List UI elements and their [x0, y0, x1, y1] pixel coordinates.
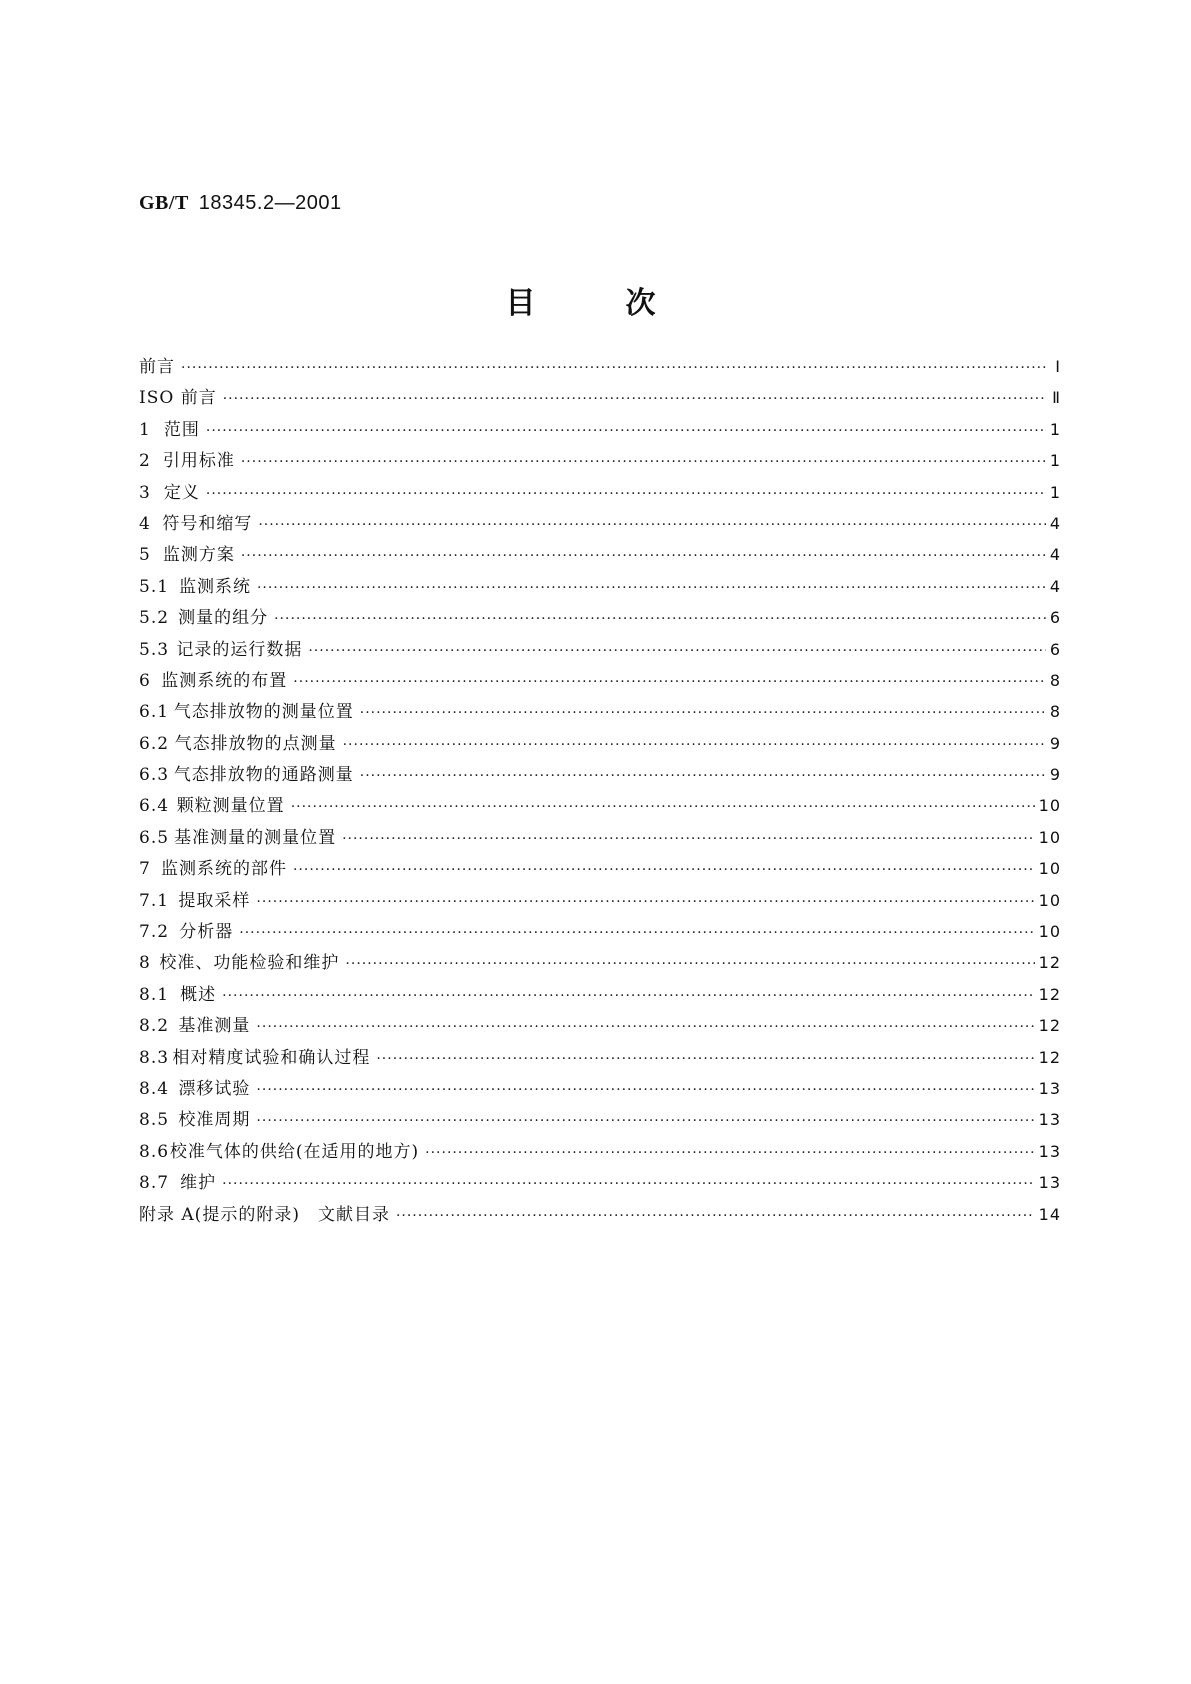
toc-section-title: 符号和缩写 [162, 513, 253, 534]
toc-dot-leader [256, 894, 1034, 910]
toc-page-number: 13 [1038, 1110, 1061, 1130]
toc-page-number: 1 [1049, 451, 1061, 471]
toc-section-number: 5.2 [139, 608, 170, 629]
toc-entry[interactable] [139, 823, 1061, 854]
toc-section-title: 基准测量 [178, 1016, 251, 1037]
toc-entry[interactable] [139, 886, 1061, 917]
toc-dot-leader [425, 1145, 1035, 1161]
toc-section-title: 前言 [139, 357, 175, 377]
toc-page-number: 13 [1038, 1078, 1061, 1098]
toc-dot-leader [360, 768, 1046, 784]
toc-entry[interactable] [139, 572, 1061, 603]
toc-entry[interactable] [139, 478, 1061, 509]
toc-dot-leader [241, 548, 1046, 564]
toc-section-number: 5 [139, 545, 151, 566]
toc-page-number: 6 [1049, 639, 1061, 659]
toc-page-number: 8 [1049, 702, 1061, 722]
toc-section-number: 8.2 [139, 1016, 170, 1037]
toc-entry[interactable] [139, 383, 1061, 414]
toc-dot-leader [256, 1082, 1034, 1098]
toc-section-title: 气态排放物的点测量 [174, 733, 337, 754]
toc-dot-leader [222, 988, 1034, 1004]
toc-entry[interactable] [139, 791, 1061, 822]
toc-page-number: 10 [1038, 796, 1061, 816]
toc-section-number: 6.5 [139, 827, 170, 848]
toc-section-number: 8.5 [139, 1110, 170, 1131]
toc-dot-leader [308, 643, 1045, 659]
toc-section-number: 8 [139, 953, 151, 974]
toc-section-title: 气态排放物的测量位置 [173, 702, 354, 723]
toc-dot-leader [256, 1019, 1034, 1035]
table-of-contents [139, 352, 1061, 1231]
toc-section-number: 3 [139, 482, 151, 503]
toc-entry[interactable] [139, 352, 1061, 383]
toc-dot-leader [396, 1208, 1035, 1224]
toc-entry[interactable] [139, 980, 1061, 1011]
toc-section-title: 监测方案 [162, 545, 235, 566]
toc-section-number: 6.4 [139, 796, 170, 817]
toc-dot-leader [222, 1176, 1034, 1192]
toc-page-number: 9 [1049, 733, 1061, 753]
toc-section-title: 校准周期 [178, 1110, 251, 1131]
toc-page-number: 12 [1038, 984, 1061, 1004]
toc-entry[interactable] [139, 948, 1061, 979]
toc-dot-leader [360, 705, 1046, 721]
toc-section-title: 监测系统 [178, 576, 251, 597]
toc-dot-leader [345, 956, 1034, 972]
toc-page-number: 14 [1038, 1204, 1061, 1224]
standard-code: GB/T [139, 192, 189, 214]
toc-entry[interactable] [139, 415, 1061, 446]
toc-dot-leader [256, 1113, 1034, 1129]
toc-entry[interactable] [139, 729, 1061, 760]
toc-section-title: 维护 [180, 1173, 217, 1194]
toc-page-number: 1 [1049, 482, 1061, 502]
toc-section-number: 8.6 [139, 1141, 170, 1162]
toc-section-title: 提取采样 [178, 890, 251, 911]
toc-dot-leader [342, 831, 1035, 847]
toc-section-title: 基准测量的测量位置 [174, 827, 337, 848]
toc-dot-leader [293, 674, 1046, 690]
toc-dot-leader [274, 611, 1046, 627]
toc-section-number: 8.4 [139, 1078, 170, 1099]
toc-page-number: 8 [1049, 670, 1061, 690]
toc-dot-leader [343, 737, 1046, 753]
toc-section-number: 2 [139, 451, 151, 472]
toc-entry[interactable] [139, 635, 1061, 666]
toc-section-title: 引用标准 [162, 451, 235, 472]
toc-section-title: 校准、功能检验和维护 [159, 953, 340, 974]
toc-section-number: 7.2 [139, 922, 170, 943]
toc-section-number: 5.3 [139, 639, 170, 660]
toc-section-title: 概述 [180, 984, 217, 1005]
toc-dot-leader [241, 454, 1046, 470]
toc-page-number: 10 [1038, 922, 1061, 942]
toc-section-title: 测量的组分 [178, 608, 269, 629]
toc-page-number: 4 [1049, 576, 1061, 596]
standard-id: 18345.2—2001 [198, 192, 342, 214]
toc-section-title: 监测系统的部件 [160, 859, 287, 880]
toc-page-number: 10 [1038, 890, 1061, 910]
toc-page-number: 1 [1049, 419, 1061, 439]
toc-section-number: 6 [139, 670, 151, 691]
toc-dot-leader [239, 925, 1034, 941]
toc-page-number: 13 [1038, 1141, 1061, 1161]
toc-entry[interactable] [139, 1137, 1061, 1168]
toc-section-title: 分析器 [179, 922, 234, 943]
toc-dot-leader [181, 360, 1047, 376]
page-title: 目次 [505, 286, 746, 321]
toc-dot-leader [291, 799, 1035, 815]
toc-page-number: 13 [1038, 1173, 1061, 1193]
toc-entry[interactable] [139, 540, 1061, 571]
toc-page-number: 10 [1038, 859, 1061, 879]
toc-dot-leader [206, 423, 1046, 439]
toc-section-number: 6.1 [139, 702, 170, 723]
toc-entry[interactable] [139, 854, 1061, 885]
toc-section-title: 颗粒测量位置 [176, 796, 285, 817]
toc-dot-leader [258, 517, 1045, 533]
toc-section-title: 气态排放物的通路测量 [173, 765, 354, 786]
toc-section-number: 4 [139, 513, 151, 534]
toc-page-number: 4 [1049, 545, 1061, 565]
toc-page-number: 12 [1038, 1047, 1061, 1067]
toc-section-number: 5.1 [139, 576, 170, 597]
toc-section-number: 8.3 [139, 1047, 170, 1068]
toc-page-number: 9 [1049, 765, 1061, 785]
toc-dot-leader [206, 486, 1046, 502]
toc-entry[interactable] [139, 697, 1061, 728]
toc-entry[interactable] [139, 509, 1061, 540]
toc-section-title: 漂移试验 [178, 1078, 251, 1099]
toc-section-number: 8.7 [139, 1173, 170, 1194]
toc-page-number: Ⅰ [1055, 357, 1061, 376]
toc-entry[interactable] [139, 446, 1061, 477]
toc-entry[interactable] [139, 1074, 1061, 1105]
toc-dot-leader [293, 862, 1035, 878]
toc-dot-leader [257, 580, 1046, 596]
toc-section-title: 校准气体的供给(在适用的地方) [169, 1141, 420, 1162]
toc-section-number: 6.2 [139, 733, 170, 754]
toc-section-number: 7 [139, 859, 151, 880]
toc-entry[interactable] [139, 666, 1061, 697]
toc-page-number: 10 [1038, 827, 1061, 847]
toc-page-number: 6 [1049, 608, 1061, 628]
toc-section-title: 监测系统的布置 [161, 670, 288, 691]
toc-section-title: 范围 [163, 419, 200, 440]
toc-section-number: 7.1 [139, 890, 170, 911]
toc-dot-leader [376, 1051, 1034, 1067]
toc-section-title: 记录的运行数据 [176, 639, 303, 660]
toc-entry[interactable] [139, 1011, 1061, 1042]
toc-dot-leader [223, 391, 1047, 407]
toc-section-number: 1 [139, 419, 151, 440]
toc-section-title: ISO 前言 [139, 388, 217, 409]
toc-entry[interactable] [139, 1200, 1061, 1231]
toc-section-title: 附录 A(提示的附录) 文献目录 [139, 1204, 390, 1225]
toc-entry[interactable] [139, 760, 1061, 791]
toc-section-number: 6.3 [139, 765, 170, 786]
toc-entry[interactable] [139, 603, 1061, 634]
toc-page-number: 4 [1049, 513, 1061, 533]
toc-entry[interactable] [139, 1168, 1061, 1199]
toc-section-title: 定义 [163, 482, 200, 503]
standard-number [139, 190, 342, 215]
toc-page-number: 12 [1038, 953, 1061, 973]
toc-entry[interactable] [139, 1043, 1061, 1074]
toc-entry[interactable] [139, 1105, 1061, 1136]
toc-entry[interactable] [139, 917, 1061, 948]
toc-page-number: 12 [1038, 1016, 1061, 1036]
toc-section-title: 相对精度试验和确认过程 [172, 1047, 371, 1068]
toc-page-number: Ⅱ [1052, 388, 1061, 408]
toc-section-number: 8.1 [139, 984, 170, 1005]
